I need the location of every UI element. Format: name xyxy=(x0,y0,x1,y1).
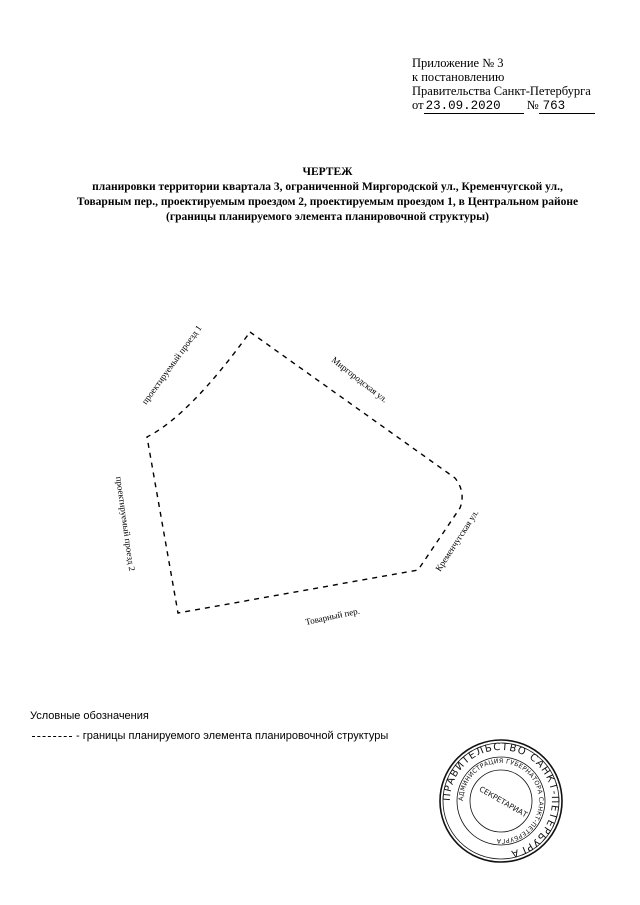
street-passage-2: проектируемый проезд 2 xyxy=(114,475,138,572)
legend-title: Условные обозначения xyxy=(30,710,149,722)
from-label: от xyxy=(412,98,424,112)
street-kremenchugskaya: Кременчугская ул. xyxy=(433,507,481,574)
title-line-3: (границы планируемого элемента планировочной структуры) xyxy=(166,211,489,223)
title-line-1: планировки территории квартала 3, ограниченной Миргородской ул., Кременчугской ул., xyxy=(92,181,563,193)
appendix-government: Правительства Санкт-Петербурга xyxy=(412,84,591,98)
title-heading: ЧЕРТЕЖ xyxy=(302,166,353,178)
seal-outer-text: ПРАВИТЕЛЬСТВО САНКТ-ПЕТЕРБУРГА xyxy=(441,741,561,860)
legend-item xyxy=(32,730,388,742)
title-line-2: Товарным пер., проектируемым проездом 2, проектируемым проездом 1, в Центральном районе xyxy=(76,196,579,208)
dashed-line-symbol xyxy=(32,736,72,737)
legend-item-label: - границы планируемого элемента планировочной структуры xyxy=(76,730,389,742)
street-tovarny: Товарный пер. xyxy=(304,605,361,627)
resolution-number: 763 xyxy=(539,100,595,114)
territory-boundary xyxy=(147,332,462,613)
street-mirgorodskaya: Миргородская ул. xyxy=(329,354,390,405)
street-passage-1: проектируемый проезд 1 xyxy=(139,323,204,407)
seal-center-text: СЕКРЕТАРИАТ xyxy=(477,784,529,820)
resolution-date: 23.09.2020 xyxy=(424,100,524,114)
number-label: № xyxy=(526,98,539,112)
official-seal xyxy=(438,738,564,864)
appendix-number: Приложение № 3 xyxy=(412,56,504,70)
appendix-resolution: к постановлению xyxy=(412,70,505,84)
seal-inner-text: АДМИНИСТРАЦИЯ ГУБЕРНАТОРА САНКТ-ПЕТЕРБУРГА xyxy=(457,757,545,845)
